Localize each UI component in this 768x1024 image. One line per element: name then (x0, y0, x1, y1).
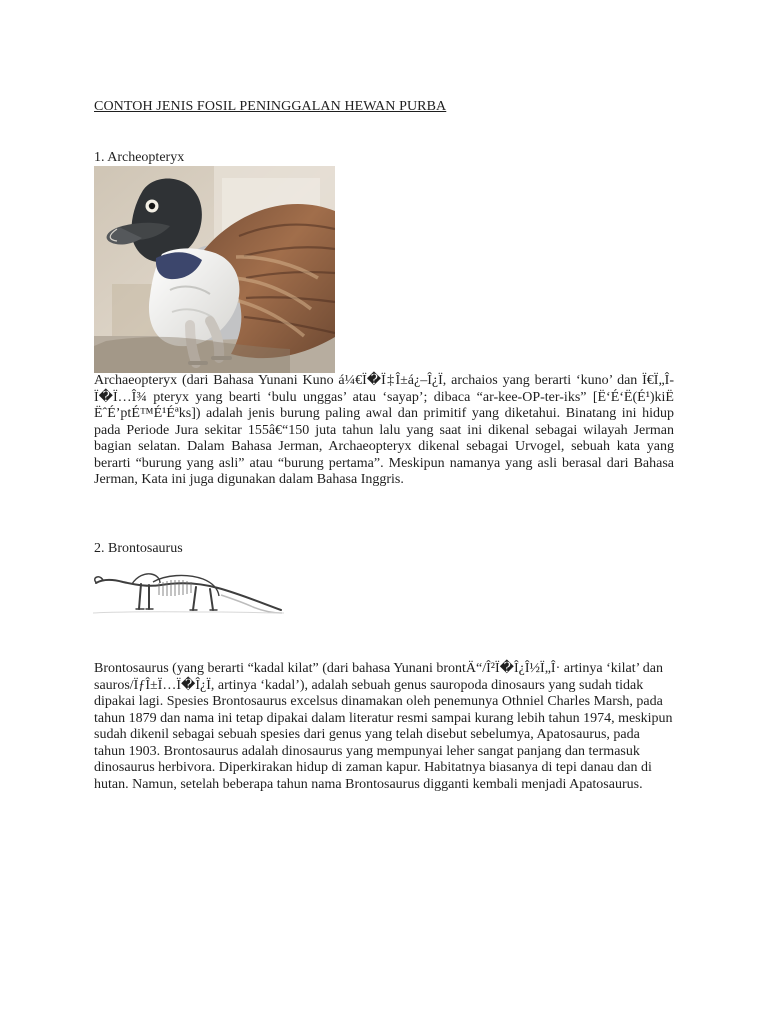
archaeopteryx-description: Archaeopteryx (dari Bahasa Yunani Kuno á¼€Ï�Ï‡Î±á¿–Î¿Ï, archaios yang berarti ‘kuno’ dan Ï€Ï„ÎÏ�Ï…Î¾ pteryx yang bearti ‘bulu unggas’ atau ‘sayap’; dibaca “ar-kee-OP-ter-iks” [Ë‘É‘Ë(É¹)kiË ËˆÉ’ptÉ™É¹Éªks]) adalah jenis burung paling awal dan primitif yang diketahui. Binatang ini hidup pada Periode Jura sekitar 155â€“150 juta tahun lalu yang saat ini dikenal sebagai wilayah Jerman bagian selatan. Dalam Bahasa Jerman, Archaeopteryx dikenal sebagai Urvogel, sebuah kata yang berarti “burung yang asli” atau “burung pertama”. Meskipun namanya yang asli berasal dari Bahasa Jerman, Kata ini juga digunakan dalam Bahasa Inggris. (94, 373, 674, 487)
section-heading-archeopteryx: 1. Archeopteryx (94, 150, 185, 165)
archaeopteryx-illustration (94, 166, 335, 373)
section-heading-brontosaurus: 2. Brontosaurus (94, 541, 183, 556)
document-title: CONTOH JENIS FOSIL PENINGGALAN HEWAN PURBA (94, 99, 447, 114)
brontosaurus-description: Brontosaurus (yang berarti “kadal kilat” (dari bahasa Yunani brontÄ“/Î²Ï�Î¿Î½Ï„Î· artinya ‘kilat’ dan sauros/ÏƒÎ±Ï…Ï�Î¿Ï, artinya ‘kadal’), adalah sebuah genus sauropoda dinosaurs yang sudah tidak dipakai lagi. Spesies Brontosaurus excelsus dinamakan oleh penemunya Othniel Charles Marsh, pada tahun 1879 dan nama ini tetap dipakai dalam literatur resmi sampai kurang lebih tahun 1974, meskipun sudah dikenil sebagai sebuah spesies dari genus yang telah disebut sebelumya, Apatosaurus, pada tahun 1903. Brontosaurus adalah dinosaurus yang mempunyai leher sangat panjang dan termasuk dinosaurus herbivora. Diperkirakan hidup di zaman kapur. Habitatnya biasanya di tepi danau dan di hutan. Namun, setelah beberapa tahun nama Brontosaurus digganti kembali menjadi Apatosaurus. (94, 661, 673, 792)
brontosaurus-skeleton-icon (93, 565, 284, 615)
brontosaurus-skeleton-image (93, 565, 284, 615)
archaeopteryx-photo (94, 166, 335, 373)
